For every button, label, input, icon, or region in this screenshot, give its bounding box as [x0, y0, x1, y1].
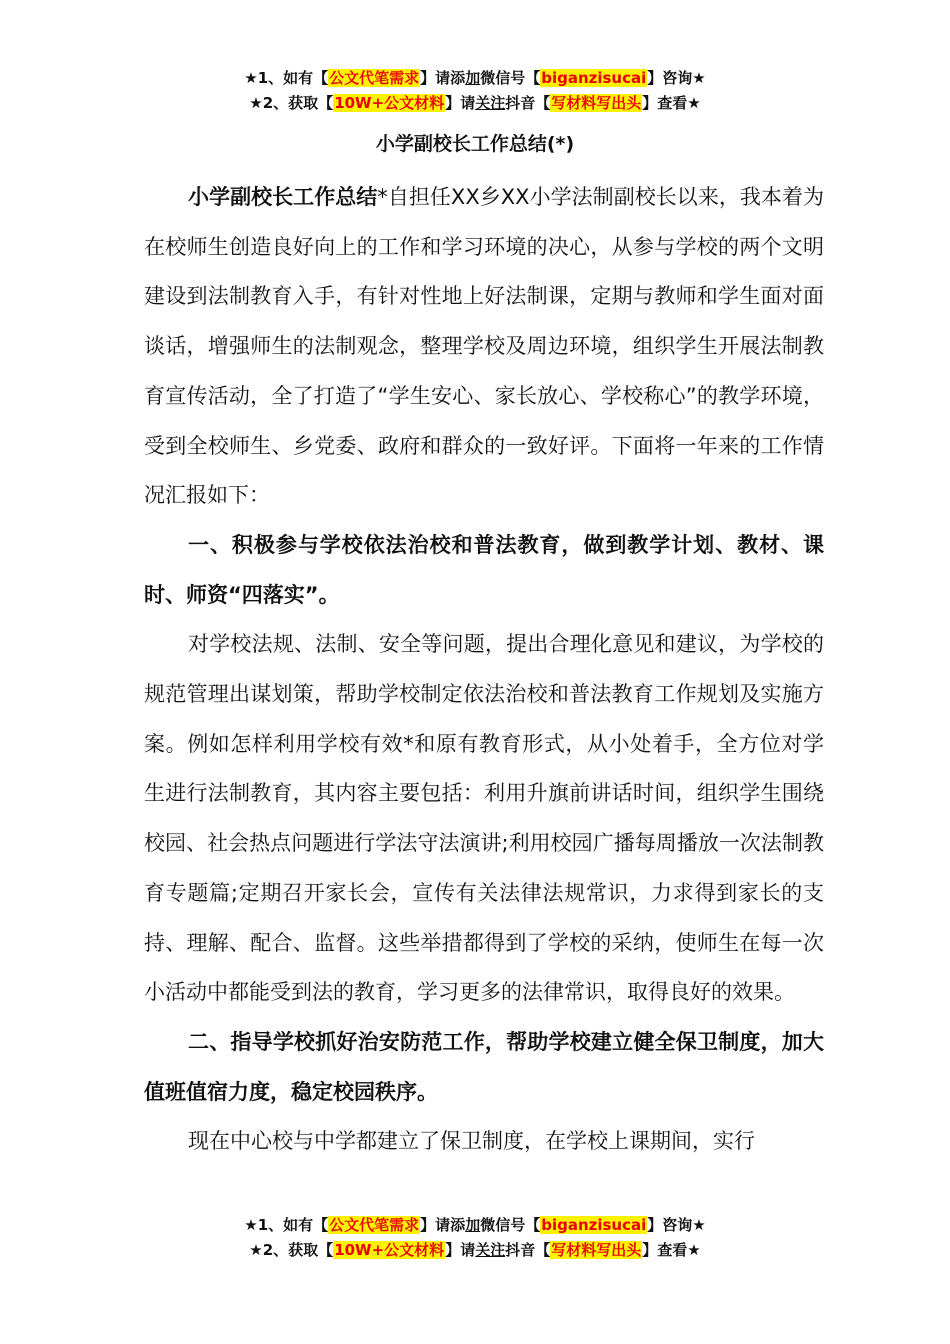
highlight-service: 公文代笔需求 — [329, 69, 420, 87]
intro-paragraph — [144, 173, 824, 521]
document-body — [144, 173, 824, 1167]
footer-highlight-douyin-account: 写材料写出头 — [551, 1241, 642, 1259]
footer-banner — [0, 1213, 950, 1263]
footer-banner-line-2: ★2、获取【10W+公文材料】请关注抖音【写材料写出头】查看★ — [249, 1241, 701, 1259]
section-paragraph-2: 现在中心校与中学都建立了保卫制度，在学校上课期间，实行 — [188, 1129, 755, 1154]
document-title: 小学副校长工作总结(*) — [375, 133, 575, 155]
intro-lead: 小学副校长工作总结 — [188, 185, 378, 209]
footer-highlight-materials: 10W+公文材料 — [334, 1241, 445, 1259]
banner-line-1: ★1、如有【公文代笔需求】请添加微信号【biganzisucai】咨询★ — [244, 69, 706, 87]
intro-text: *自担任XX乡XX小学法制副校长以来，我本着为在校师生创造良好向上的工作和学习环境的决心，从参与学校的两个文明建设到法制教育入手，有针对性地上好法制课，定期与教师和学生面对面谈话，增强师生的法制观念，整理学校及周边环境，组织学生开展法制教育宣传活动，全了打造了“学生安心、家长放心、学校称心”的教学环境，受到全校师生、乡党委、政府和群众的一致好评。下面将一年来的工作情况汇报如下： — [144, 185, 824, 508]
highlight-douyin-account: 写材料写出头 — [551, 94, 642, 112]
footer-highlight-service: 公文代笔需求 — [329, 1216, 420, 1234]
footer-highlight-wechat-id: biganzisucai — [541, 1216, 647, 1234]
section-heading-2: 二、指导学校抓好治安防范工作，帮助学校建立健全保卫制度，加大值班值宿力度，稳定校园秩序。 — [144, 1029, 824, 1104]
section-heading-1: 一、积极参与学校依法治校和普法教育，做到教学计划、教材、课时、师资“四落实”。 — [144, 532, 824, 607]
header-banner — [0, 66, 950, 116]
highlight-materials: 10W+公文材料 — [334, 94, 445, 112]
section-paragraph-1: 对学校法规、法制、安全等问题，提出合理化意见和建议，为学校的规范管理出谋划策，帮助学校制定依法治校和普法教育工作规划及实施方案。例如怎样利用学校有效*和原有教育形式，从小处着手，全方位对学生进行法制教育，其内容主要包括：利用升旗前讲话时间，组织学生围绕校园、社会热点问题进行学法守法演讲;利用校园广播每周播放一次法制教育专题篇;定期召开家长会，宣传有关法律法规常识，力求得到家长的支持、理解、配合、监督。这些举措都得到了学校的采纳，使师生在每一次小活动中都能受到法的教育，学习更多的法律常识，取得良好的效果。 — [144, 632, 824, 1005]
banner-line-2: ★2、获取【10W+公文材料】请关注抖音【写材料写出头】查看★ — [249, 94, 701, 112]
footer-banner-line-1: ★1、如有【公文代笔需求】请添加微信号【biganzisucai】咨询★ — [244, 1216, 706, 1234]
highlight-wechat-id: biganzisucai — [541, 69, 647, 87]
